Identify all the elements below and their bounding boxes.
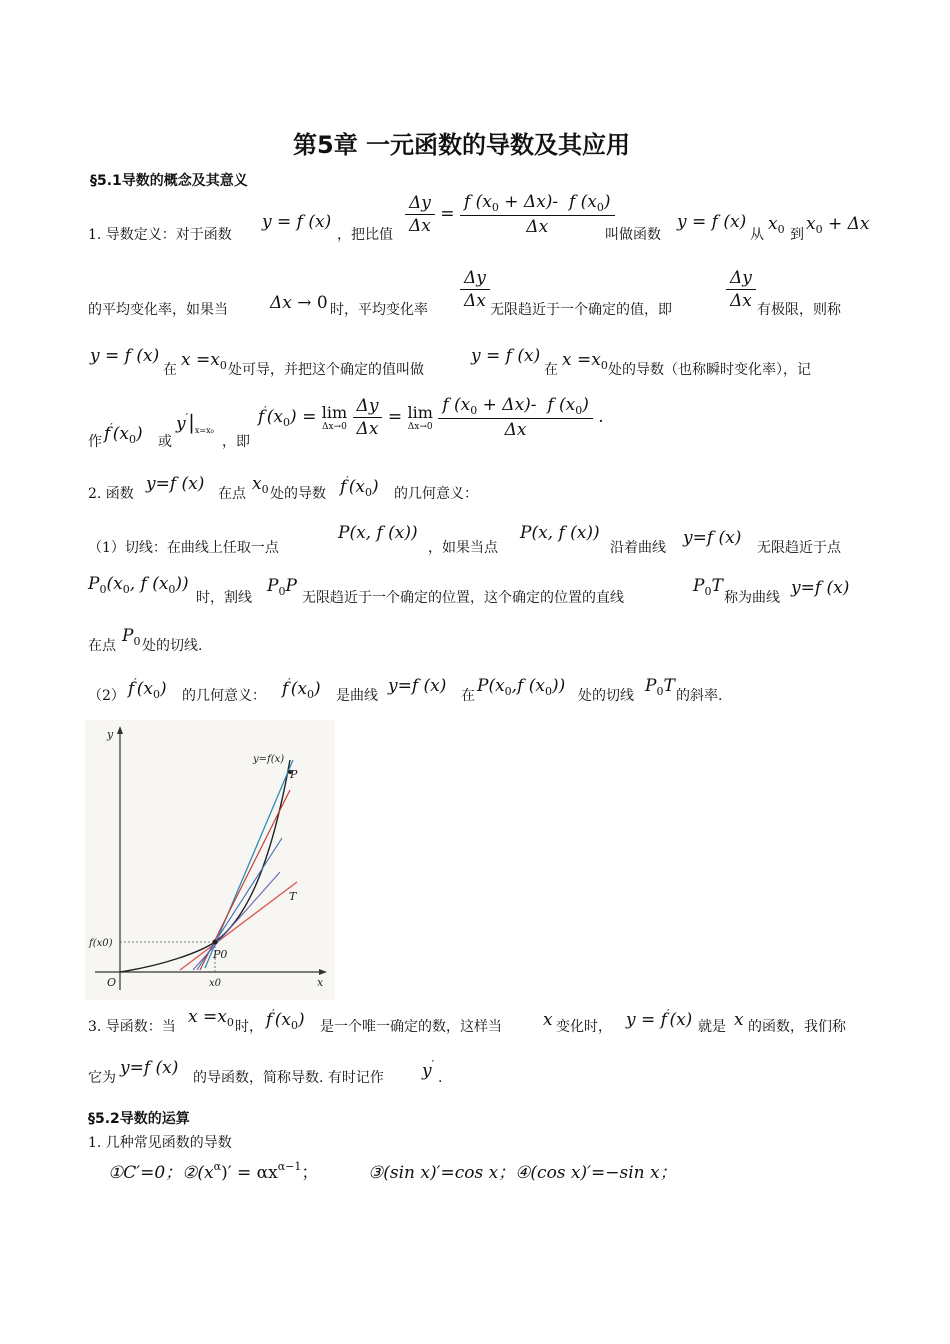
math-p0: $P_0$ bbox=[122, 626, 141, 648]
math-f-prime-x0: $f'(x_0)$ bbox=[104, 421, 143, 446]
math-x-2: x bbox=[734, 1010, 744, 1030]
text: 3. 导函数：当 bbox=[88, 1019, 176, 1035]
text: 有极限，则称 bbox=[757, 302, 841, 318]
text: 在点 bbox=[218, 486, 246, 502]
def-line-1: 1. 导数定义：对于函数 bbox=[88, 227, 232, 243]
text: 作 bbox=[88, 434, 102, 450]
x-axis-label: x bbox=[317, 976, 324, 989]
x0-label: x0 bbox=[209, 978, 222, 989]
math-point-p-x0: $P(x_0,f$ $(x_0)$) bbox=[477, 676, 566, 698]
text: 是一个唯一确定的数，这样当 bbox=[320, 1019, 502, 1035]
p-label: P bbox=[290, 768, 298, 781]
text: 时，平均变化率 bbox=[330, 302, 428, 318]
math-y-eq-fx-8: y=f (x) bbox=[388, 676, 447, 696]
p0-label: P0 bbox=[213, 948, 228, 961]
text: 2. 函数 bbox=[88, 486, 134, 502]
text: 处可导，并把这个确定的值叫做 bbox=[228, 362, 424, 378]
math-y-eq-fx-9: y=f (x) bbox=[120, 1058, 179, 1078]
y-axis-label: y bbox=[107, 728, 114, 741]
math-dx-to-0: Δx → 0 bbox=[270, 293, 328, 313]
math-y-eq-fx-7: y=f (x) bbox=[791, 578, 850, 598]
math-y-eq-fx: y = f (x) bbox=[262, 212, 332, 232]
text: 的几何意义： bbox=[394, 486, 478, 502]
math-x-eq-x0-3: $x =x_0$ bbox=[188, 1007, 234, 1029]
section-heading-5-2: §5.2导数的运算 bbox=[88, 1111, 190, 1127]
math-point-p: P(x, f (x)) bbox=[338, 523, 418, 543]
text: （1）切线：在曲线上任取一点 bbox=[88, 540, 279, 556]
text: . bbox=[438, 1070, 443, 1086]
text: 处的切线. bbox=[142, 638, 203, 654]
common-derivatives-heading: 1. 几种常见函数的导数 bbox=[88, 1135, 232, 1151]
text: 处的导数（也称瞬时变化率），记 bbox=[608, 362, 811, 378]
formula-sin-cos: ③(sin x)′=cos x；④(cos x)′=−sin x； bbox=[368, 1163, 677, 1183]
text: 无限趋近于一个确定的值，即 bbox=[490, 302, 672, 318]
math-y-eq-fx-4: y = f (x) bbox=[471, 346, 541, 366]
fx0-label: f(x0) bbox=[89, 938, 113, 949]
math-point-p0: $P_0(x_0$, f $(x_0)$) bbox=[88, 574, 189, 596]
text: 称为曲线 bbox=[724, 590, 780, 606]
math-p0t: $P_0T$ bbox=[693, 576, 723, 598]
math-x0-2: $x_0$ bbox=[252, 474, 269, 496]
text: 在 bbox=[544, 362, 558, 378]
math-p0p: $P_0P$ bbox=[267, 576, 297, 598]
text: 处的切线 bbox=[578, 688, 634, 704]
math-dy-dx-2: $\frac{\Delta y}{\Delta x}$ bbox=[726, 268, 756, 311]
formula-constant-power: ①C′=0；$②(x^\alpha)' = \alpha x^{\alpha-1}$； bbox=[108, 1160, 319, 1183]
text: 在点 bbox=[88, 638, 116, 654]
math-p0t-2: $P_0T$ bbox=[645, 676, 675, 698]
math-ratio-def: $\frac{\Delta y}{\Delta x}$ = $\frac{f (x_0 + \Delta x)- f (x_0)}{\Delta x}$ bbox=[405, 192, 615, 237]
text: 无限趋近于点 bbox=[757, 540, 841, 556]
math-y-prime: y′ bbox=[422, 1058, 435, 1081]
text: （2） bbox=[88, 688, 125, 704]
text: 在 bbox=[461, 688, 475, 704]
text: 沿着曲线 bbox=[610, 540, 666, 556]
math-point-p-2: P(x, f (x)) bbox=[520, 523, 600, 543]
text: 变化时， bbox=[556, 1019, 612, 1035]
math-y-eq-fx-2: y = f (x) bbox=[677, 212, 747, 232]
math-f-prime-x0-4: $f'(x_0)$ bbox=[282, 676, 321, 701]
figure-background bbox=[85, 720, 335, 1000]
math-y-eq-fx-3: y = f (x) bbox=[90, 346, 160, 366]
text: 时， bbox=[235, 1019, 263, 1035]
text: 就是 bbox=[698, 1019, 726, 1035]
text: 的导函数，简称导数. 有时记作 bbox=[193, 1070, 384, 1086]
text: 时，割线 bbox=[196, 590, 252, 606]
text: ，把比值 bbox=[337, 227, 393, 243]
page-title: 第5章 一元函数的导数及其应用 bbox=[293, 131, 631, 159]
text: 叫做函数 bbox=[605, 227, 661, 243]
math-f-prime-x0-2: $f'(x_0)$ bbox=[340, 474, 379, 499]
math-f-prime-x0-5: $f'(x_0)$ bbox=[266, 1007, 305, 1032]
math-y-prime-at-x0: $y'|_{x=x_0}$ bbox=[176, 410, 214, 435]
point-p0 bbox=[213, 940, 218, 945]
math-x-eq-x0-2: $x =x_0$ bbox=[562, 350, 608, 372]
math-x0-plus-dx: $x_0 + \Delta x$ bbox=[806, 214, 870, 236]
math-dy-dx: $\frac{\Delta y}{\Delta x}$ bbox=[460, 268, 490, 311]
math-f-prime-x0-3: $f'(x_0)$ bbox=[128, 676, 167, 701]
math-y-eq-fprime: y = f′(x) bbox=[626, 1007, 693, 1030]
math-x-eq-x0: $x =x_0$ bbox=[181, 350, 227, 372]
text: 在 bbox=[163, 362, 177, 378]
text: 是曲线 bbox=[336, 688, 378, 704]
text: 的函数，我们称 bbox=[748, 1019, 846, 1035]
text: 到 bbox=[790, 227, 804, 243]
section-heading-5-1: §5.1导数的概念及其意义 bbox=[90, 173, 248, 189]
formula-text-1: ①C′=0；②(x bbox=[108, 1163, 214, 1183]
math-y-eq-fx-6: y=f (x) bbox=[683, 528, 742, 548]
text: 处的导数 bbox=[270, 486, 326, 502]
tangent-figure bbox=[85, 720, 335, 1000]
text: 的斜率. bbox=[676, 688, 723, 704]
text: ，如果当点 bbox=[428, 540, 498, 556]
text: 无限趋近于一个确定的位置，这个确定的位置的直线 bbox=[302, 590, 624, 606]
text: 的平均变化率，如果当 bbox=[88, 302, 228, 318]
math-x0: $x_0$ bbox=[768, 214, 785, 236]
origin-label: O bbox=[107, 976, 117, 989]
t-label: T bbox=[289, 890, 297, 903]
math-y-eq-fx-5: y=f (x) bbox=[146, 474, 205, 494]
text: 它为 bbox=[88, 1070, 116, 1086]
text: ，即 bbox=[222, 434, 250, 450]
curve-label: y=f(x) bbox=[253, 754, 285, 765]
text: 的几何意义： bbox=[182, 688, 266, 704]
math-x: x bbox=[543, 1010, 553, 1030]
text: 从 bbox=[750, 227, 764, 243]
math-derivative-limit: $f'(x_0)$ = lim Δx→0 $\frac{\Delta y}{\Delta x}$ = lim Δx→0 $\frac{f (x_0 + \Delta x)- f (x_0)}{\Delta x}$ . bbox=[258, 395, 604, 440]
text: 或 bbox=[158, 434, 172, 450]
